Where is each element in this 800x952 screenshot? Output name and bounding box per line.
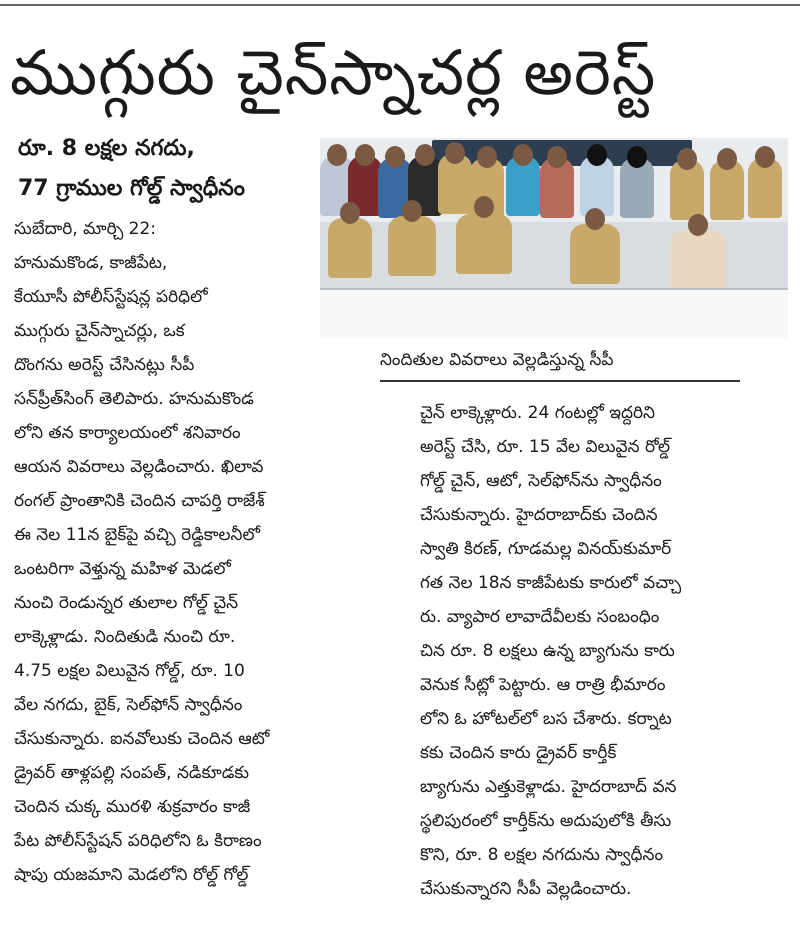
text-line: హనుమకొండ, కాజీపేట, xyxy=(14,253,168,273)
text-line: షాపు యజమాని మెడలోని రోల్డ్ గోల్డ్ xyxy=(14,865,249,885)
text-line: గత నెల 18న కాజీపేటకు కారులో వచ్చా xyxy=(420,573,682,593)
text-line: చేసుకున్నారని సీపీ వెల్లడించారు. xyxy=(420,879,632,899)
subheadline-2: 77 గ్రాముల గోల్డ్ స్వాధీనం xyxy=(18,176,245,201)
headline: ముగ్గురు చైన్‌స్నాచర్ల అరెస్ట్ xyxy=(10,36,657,109)
text-line: వెనుక సీట్లో పెట్టారు. ఆ రాత్రి భీమారం xyxy=(420,675,666,695)
text-line: దొంగను అరెస్ట్ చేసినట్లు సీపీ xyxy=(14,355,195,375)
text-line: పేట పోలీస్‌స్టేషన్ పరిధిలోని ఓ కిరాణం xyxy=(14,831,262,851)
right-column xyxy=(420,396,790,906)
text-line: సుబేదారి, మార్చి 22: xyxy=(14,219,156,239)
text-line: స్వాతి కిరణ్, గూడమల్ల వినయ్‌కుమార్ xyxy=(420,539,672,559)
text-line: నుంచి రెండున్నర తులాల గోల్డ్ చైన్ xyxy=(14,593,239,613)
text-line: చేసుకున్నారు. ఐనవోలుకు చెందిన ఆటో xyxy=(14,729,270,749)
text-line: లాక్కెళ్లాడు. నిందితుడి నుంచి రూ. xyxy=(14,627,236,647)
text-line: చైన్ లాక్కెళ్లారు. 24 గంటల్లో ఇద్దరిని xyxy=(420,403,655,423)
text-line: అరెస్ట్ చేసి, రూ. 15 వేల విలువైన రోల్డ్ xyxy=(420,437,671,457)
text-line: గోల్డ్ చైన్, ఆటో, సెల్‌ఫోన్‌ను స్వాధీనం xyxy=(420,471,662,491)
text-line: ఆయన వివరాలు వెల్లడించారు. ఖిలావ xyxy=(14,457,264,477)
text-line: వేల నగదు, బైక్, సెల్‌ఫోన్ స్వాధీనం xyxy=(14,695,243,715)
text-line: లోని ఓ హోటల్‌లో బస చేశారు. కర్నాట xyxy=(420,709,672,729)
subheadline-1: రూ. 8 లక్షల నగదు, xyxy=(18,136,195,161)
text-line: స్థలిపురంలో కార్తీక్‌ను అదుపులోకి తీసు xyxy=(420,811,672,831)
text-line: చిన రూ. 8 లక్షలు ఉన్న బ్యాగును కారు xyxy=(420,641,675,661)
text-line: బ్యాగును ఎత్తుకెళ్లాడు. హైదరాబాద్ వన xyxy=(420,777,677,797)
text-line: రంగల్ ప్రాంతానికి చెందిన చాపర్తి రాజేశ్ xyxy=(14,491,265,511)
text-line: కొని, రూ. 8 లక్షల నగదును స్వాధీనం xyxy=(420,845,664,865)
text-line: ఈ నెల 11న బైక్‌పై వచ్చి రెడ్డికాలనీలో xyxy=(14,525,260,545)
top-rule xyxy=(0,4,800,6)
text-line: ఒంటరిగా వెళ్తున్న మహిళ మెడలో xyxy=(14,559,231,579)
text-line: ముగ్గురు చైన్‌స్నాచర్లు, ఒక xyxy=(14,321,185,341)
text-line: లోని తన కార్యాలయంలో శనివారం xyxy=(14,423,241,443)
left-column xyxy=(14,212,394,892)
text-line: చెందిన చుక్క మురళి శుక్రవారం కాజీ xyxy=(14,797,251,817)
text-line: రు. వ్యాపార లావాదేవీలకు సంబంధిం xyxy=(420,607,660,627)
photo-caption: నిందితుల వివరాలు వెల్లడిస్తున్న సీపీ xyxy=(380,350,740,382)
text-line: కకు చెందిన కారు డ్రైవర్ కార్తీక్ xyxy=(420,743,617,763)
text-line: సన్‌ప్రీత్‌సింగ్ తెలిపారు. హనుమకొండ xyxy=(14,389,254,409)
text-line: 4.75 లక్షల విలువైన గోల్డ్, రూ. 10 xyxy=(14,661,245,681)
text-line: కేయూసీ పోలీస్‌స్టేషన్ల పరిధిలో xyxy=(14,287,208,307)
text-line: చేసుకున్నారు. హైదరాబాద్‌కు చెందిన xyxy=(420,505,658,525)
text-line: డ్రైవర్ తాళ్లపల్లి సంపత్, నడికూడకు xyxy=(14,763,250,783)
